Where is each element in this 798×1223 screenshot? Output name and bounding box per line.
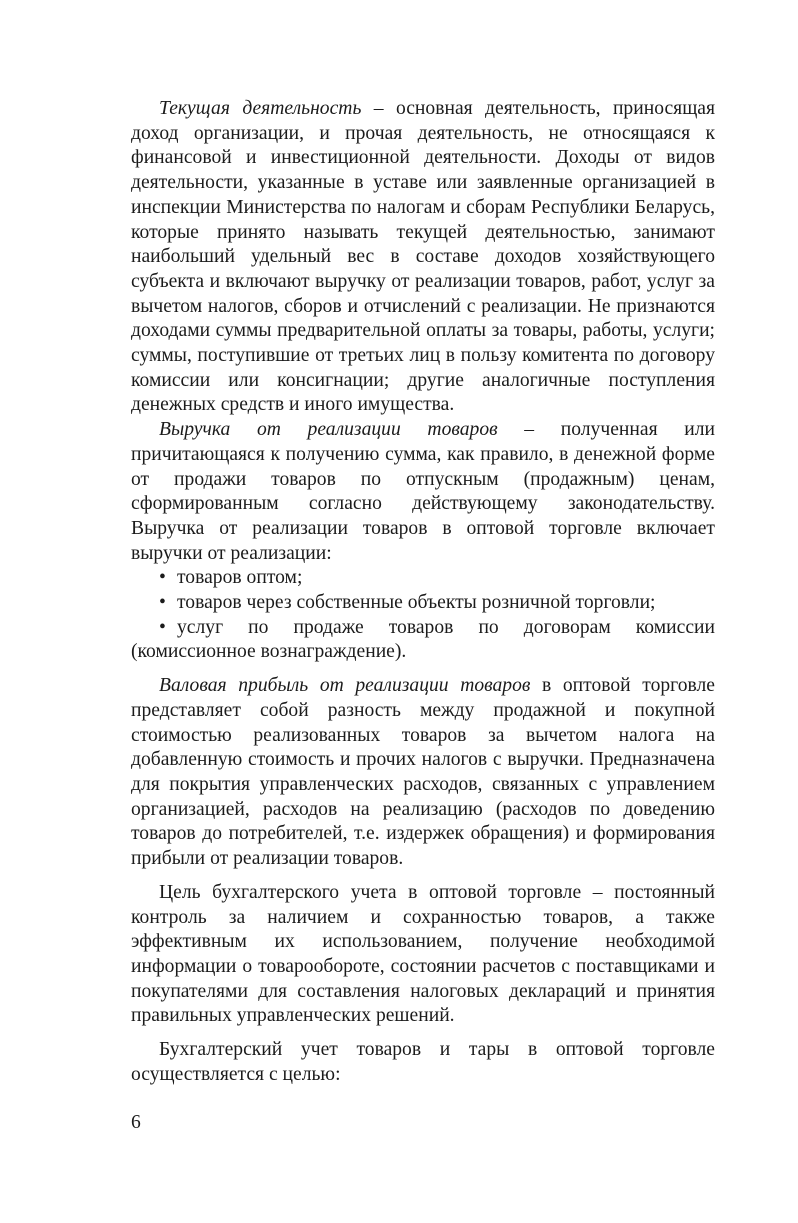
list-item xyxy=(131,616,715,665)
list-item xyxy=(131,591,715,616)
paragraph-revenue xyxy=(131,418,715,566)
bullet-icon: • xyxy=(159,592,166,614)
bullet-icon: • xyxy=(159,616,166,638)
term-revenue: Выручка от реализации товаров xyxy=(159,419,498,441)
revenue-bullet-list xyxy=(131,566,715,665)
list-item xyxy=(131,566,715,591)
list-item-text: товаров через собственные объекты розничной торговли; xyxy=(177,592,656,614)
list-item-text: услуг по продаже товаров по договорам комиссии (комиссионное вознаграждение). xyxy=(131,616,715,663)
term-gross-profit: Валовая прибыль от реализации товаров xyxy=(159,675,531,697)
page-number: 6 xyxy=(131,1112,141,1133)
term-current-activity: Текущая деятельность xyxy=(159,98,362,119)
page-body xyxy=(131,97,715,1087)
definition-current-activity: – основная деятельность, приносящая доход организации, и прочая деятельность, не относящаяся к финансовой и инвестиционной деятельности. Доходы от видов деятельности, указанные в уставе или заявленные организацией в инспекции Министерства по налогам и сборам Республики Беларусь, которые принято называть текущей деятельностью, занимают наибольший удельный вес в составе доходов хозяйствующего субъекта и включают выручку от реализации товаров, работ, услуг за вычетом налогов, сборов и отчислений с реализации. Не признаются доходами суммы предварительной оплаты за товары, работы, услуги; суммы, поступившие от третьих лиц в пользу комитента по договору комиссии или консигнации; другие аналогичные поступления денежных средств и иного имущества. xyxy=(131,98,715,416)
paragraph-gross-profit xyxy=(131,674,715,872)
bullet-icon: • xyxy=(159,567,166,589)
definition-revenue: – полученная или причитающаяся к получению сумма, как правило, в денежной форме от продажи товаров по отпускным (продажным) ценам, сформированным согласно действующему законодательству. Выручка от реализации товаров в оптовой торговле включает выручки от реализации: xyxy=(131,419,715,564)
paragraph-current-activity xyxy=(131,97,715,418)
paragraph-accounting-purpose: Бухгалтерский учет товаров и тары в оптовой торговле осуществляется с целью: xyxy=(131,1039,715,1085)
definition-gross-profit: в оптовой торговле представляет собой разность между продажной и покупной стоимостью реализованных товаров за вычетом налога на добавленную стоимость и прочих налогов с выручки. Предназначена для покрытия управленческих расходов, связанных с управлением организацией, расходов на реализацию (расходов по доведению товаров до потребителей, т.е. издержек обращения) и формирования прибыли от реализации товаров. xyxy=(131,675,715,870)
paragraph-accounting-goal: Цель бухгалтерского учета в оптовой торговле – постоянный контроль за наличием и сохранностью товаров, а также эффективным их использованием, получение необходимой информации о товарообороте, состоянии расчетов с поставщиками и покупателями для составления налоговых деклараций и принятия правильных управленческих решений. xyxy=(131,881,715,1027)
list-item-text: товаров оптом; xyxy=(177,567,303,589)
